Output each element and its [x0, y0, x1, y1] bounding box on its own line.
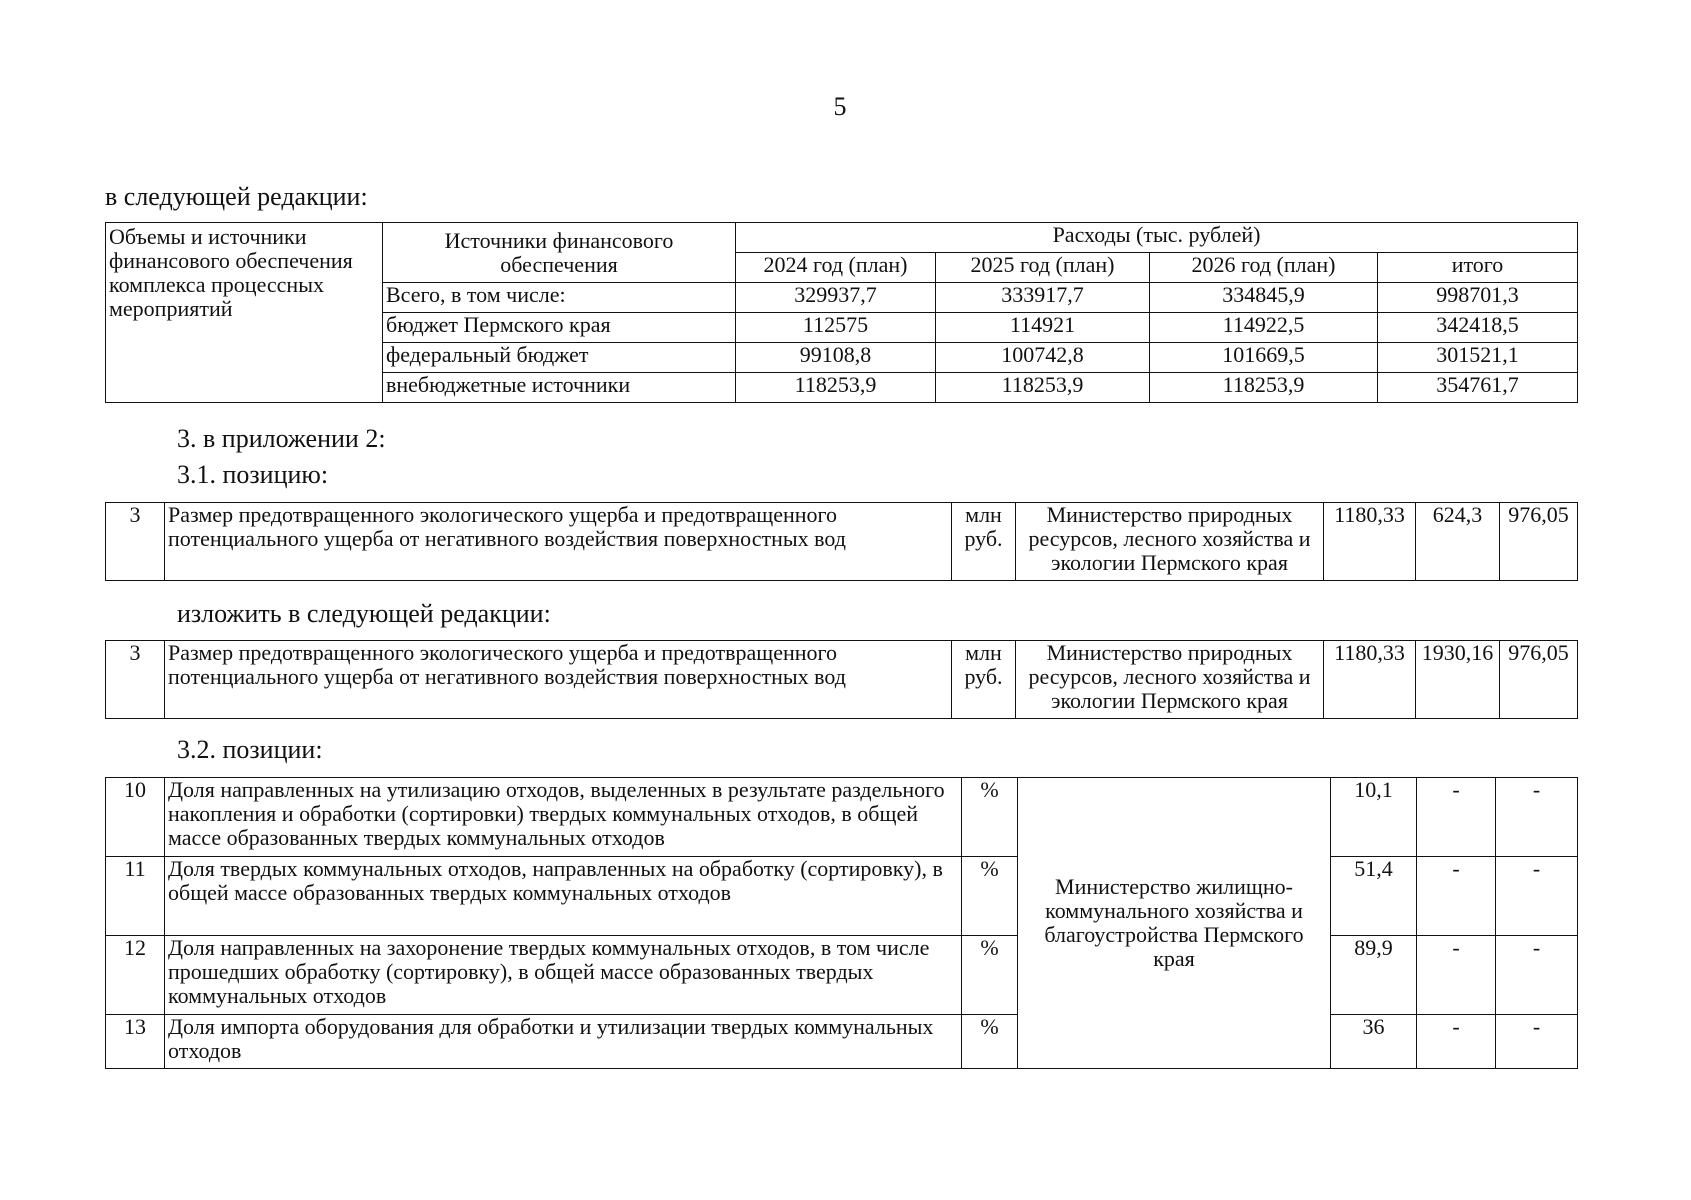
position-number: 12: [106, 936, 165, 1015]
position-value: 976,05: [1500, 503, 1578, 581]
positions-table: [105, 777, 1578, 1069]
position-number: 13: [106, 1015, 165, 1069]
intro-text: в следующей редакции:: [105, 182, 368, 211]
table-row: [106, 641, 1578, 719]
finance-value: 99108,8: [736, 343, 936, 373]
position-name: Доля направленных на утилизацию отходов, выделенных в результате раздельного накопления и обработки (сортировки) твердых коммунальных отходов, в общей массе образованных твердых коммунальных отходов: [165, 778, 962, 857]
finance-row-header: Объемы и источники финансового обеспечения комплекса процессных мероприятий: [106, 223, 383, 403]
redaction-text: изложить в следующей редакции:: [177, 599, 551, 628]
position-value: -: [1496, 778, 1578, 857]
position-number: 11: [106, 857, 165, 936]
position-value: 1930,16: [1416, 641, 1500, 719]
position-name: Доля импорта оборудования для обработки и утилизации твердых коммунальных отходов: [165, 1015, 962, 1069]
position-unit: %: [962, 857, 1018, 936]
section-3-2-heading: 3.2. позиции:: [177, 735, 323, 764]
finance-value: 101669,5: [1150, 343, 1378, 373]
position-value: 36: [1331, 1015, 1417, 1069]
finance-source: бюджет Пермского края: [383, 313, 736, 343]
year-header: 2026 год (план): [1150, 253, 1378, 283]
page-number: 5: [833, 92, 847, 121]
position-value: 10,1: [1331, 778, 1417, 857]
position-ministry: Министерство природных ресурсов, лесного хозяйства и экологии Пермского края: [1016, 503, 1324, 581]
positions-ministry: Министерство жилищно-коммунального хозяйства и благоустройства Пермского края: [1018, 778, 1331, 1069]
sources-header: Источники финансового обеспечения: [383, 223, 736, 283]
total-header: итого: [1378, 253, 1578, 283]
position-value: -: [1417, 778, 1496, 857]
year-header: 2024 год (план): [736, 253, 936, 283]
finance-value: 333917,7: [936, 283, 1150, 313]
position-value: -: [1417, 1015, 1496, 1069]
position-value: -: [1417, 857, 1496, 936]
position-number: 10: [106, 778, 165, 857]
position-value: 51,4: [1331, 857, 1417, 936]
finance-value: 342418,5: [1378, 313, 1578, 343]
expenses-header: Расходы (тыс. рублей): [736, 223, 1578, 253]
position-new-table: [105, 640, 1578, 719]
position-number: 3: [106, 641, 165, 719]
position-number: 3: [106, 503, 165, 581]
position-ministry: Министерство природных ресурсов, лесного хозяйства и экологии Пермского края: [1016, 641, 1324, 719]
finance-value: 301521,1: [1378, 343, 1578, 373]
finance-value: 118253,9: [1150, 373, 1378, 403]
finance-source: внебюджетные источники: [383, 373, 736, 403]
position-unit: %: [962, 936, 1018, 1015]
finance-value: 114921: [936, 313, 1150, 343]
position-value: 624,3: [1416, 503, 1500, 581]
finance-value: 329937,7: [736, 283, 936, 313]
finance-table: [105, 222, 1578, 403]
finance-source: Всего, в том числе:: [383, 283, 736, 313]
finance-value: 100742,8: [936, 343, 1150, 373]
finance-value: 112575: [736, 313, 936, 343]
table-row: [106, 778, 1578, 857]
position-value: -: [1496, 936, 1578, 1015]
position-value: -: [1496, 857, 1578, 936]
position-value: -: [1496, 1015, 1578, 1069]
finance-value: 998701,3: [1378, 283, 1578, 313]
position-unit: %: [962, 1015, 1018, 1069]
position-old-table: [105, 502, 1578, 581]
finance-value: 354761,7: [1378, 373, 1578, 403]
position-name: Доля твердых коммунальных отходов, направленных на обработку (сортировку), в общей массе образованных твердых коммунальных отходов: [165, 857, 962, 936]
position-unit: %: [962, 778, 1018, 857]
table-row: [106, 1015, 1578, 1069]
finance-value: 118253,9: [936, 373, 1150, 403]
table-row: [106, 857, 1578, 936]
position-name: Размер предотвращенного экологического ущерба и предотвращенного потенциального ущерба от негативного воздействия поверхностных вод: [165, 641, 952, 719]
finance-value: 114922,5: [1150, 313, 1378, 343]
position-unit: млн руб.: [952, 641, 1016, 719]
position-value: 89,9: [1331, 936, 1417, 1015]
finance-value: 118253,9: [736, 373, 936, 403]
table-row: [106, 936, 1578, 1015]
finance-source: федеральный бюджет: [383, 343, 736, 373]
position-value: 1180,33: [1324, 641, 1416, 719]
year-header: 2025 год (план): [936, 253, 1150, 283]
position-name: Размер предотвращенного экологического ущерба и предотвращенного потенциального ущерба от негативного воздействия поверхностных вод: [165, 503, 952, 581]
position-value: 976,05: [1500, 641, 1578, 719]
finance-value: 334845,9: [1150, 283, 1378, 313]
position-value: -: [1417, 936, 1496, 1015]
section-3-heading: 3. в приложении 2:: [177, 424, 386, 453]
position-unit: млн руб.: [952, 503, 1016, 581]
position-value: 1180,33: [1324, 503, 1416, 581]
table-row: [106, 503, 1578, 581]
position-name: Доля направленных на захоронение твердых коммунальных отходов, в том числе прошедших обработку (сортировку), в общей массе образованных твердых коммунальных отходов: [165, 936, 962, 1015]
section-3-1-heading: 3.1. позицию:: [177, 460, 329, 489]
